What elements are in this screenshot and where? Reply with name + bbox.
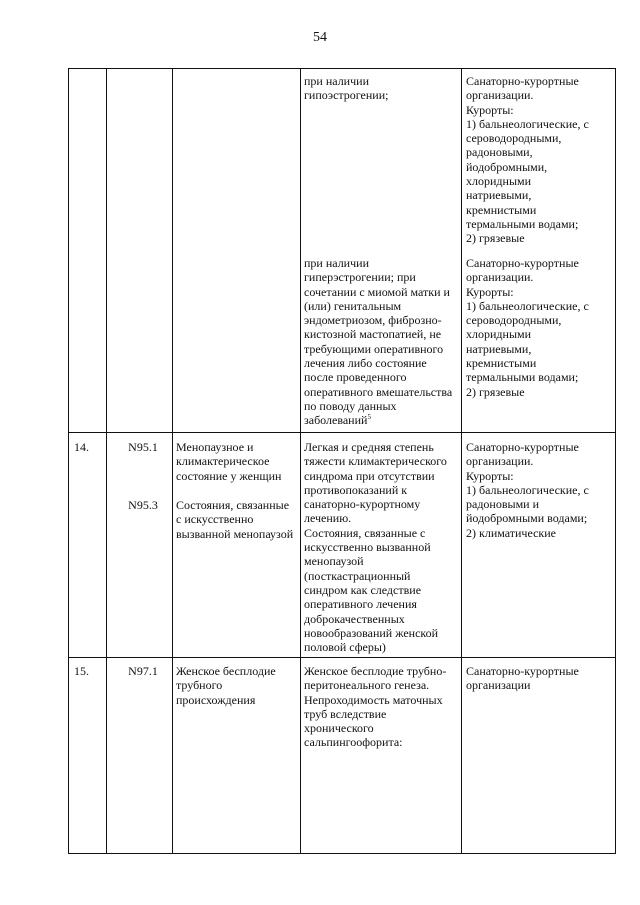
footnote-mark: 5 — [367, 413, 371, 422]
resorts-text: Санаторно-курортные организации — [466, 664, 579, 693]
diagnosis-text — [176, 498, 298, 541]
diagnosis-text — [176, 440, 298, 483]
resorts-hyperestrogenia — [466, 256, 614, 399]
conditions-text-body: при наличии гиперэстрогении; при сочетании с миомой матки и (или) генитальным эндометриозом, фиброзно- кистозной мастопатией, не требующими оперативного лечения либо состояние после проведенного оперативного вмешательства по поводу данных заболеваний — [304, 256, 453, 428]
conditions-text: при наличии гипоэстрогении; — [304, 74, 389, 103]
row-number: 14. — [74, 440, 89, 454]
row-number: 15. — [74, 664, 89, 678]
diagnosis-infertility: Женское бесплодие трубного происхождения — [176, 664, 276, 707]
conditions-infertility — [304, 664, 460, 750]
conditions-text: Женское бесплодие трубно- перитонеального генеза. Непроходимость маточных труб вследствие хронического сальпингоофорита: — [304, 664, 447, 750]
resorts-text: Санаторно-курортные организации. Курорты: 1) бальнеологические, с сероводородными, радоновыми, йодобромными, хлоридными натриевыми, кремнистыми термальными водами; 2) грязевые — [466, 74, 589, 246]
resorts-hypoestrogenia — [466, 74, 614, 246]
diagnosis-text — [176, 664, 298, 707]
resorts-infertility — [466, 664, 614, 693]
resorts-menopause — [466, 440, 614, 540]
conditions-hyperestrogenia — [304, 256, 460, 428]
icd-code: N95.3 — [128, 498, 158, 512]
icd-code: N97.1 — [128, 664, 158, 678]
conditions-hypoestrogenia — [304, 74, 460, 103]
diagnosis-menopause: Менопаузное и климактерическое состояние у женщин — [176, 440, 282, 483]
page-number: 54 — [313, 30, 327, 45]
conditions-menopause — [304, 440, 460, 654]
resorts-text: Санаторно-курортные организации. Курорты: 1) бальнеологические, с радоновыми и йодобромными водами; 2) климатические — [466, 440, 589, 540]
diagnosis-induced-menopause: Состояния, связанные с искусственно вызванной менопаузой — [176, 498, 294, 541]
resorts-text: Санаторно-курортные организации. Курорты: 1) бальнеологические, с сероводородными, хлоридными натриевыми, кремнистыми термальными водами; 2) грязевые — [466, 256, 589, 399]
icd-code: N95.1 — [128, 440, 158, 454]
conditions-text: Легкая и средняя степень тяжести климактерического синдрома при отсутствии противопоказаний к санаторно-курортному лечению. Состояния, связанные с искусственно вызванной менопаузой (посткастрационный синдром как следствие оперативного лечения доброкачественных новообразований женской половой сферы) — [304, 440, 447, 655]
conditions-text — [304, 256, 460, 428]
